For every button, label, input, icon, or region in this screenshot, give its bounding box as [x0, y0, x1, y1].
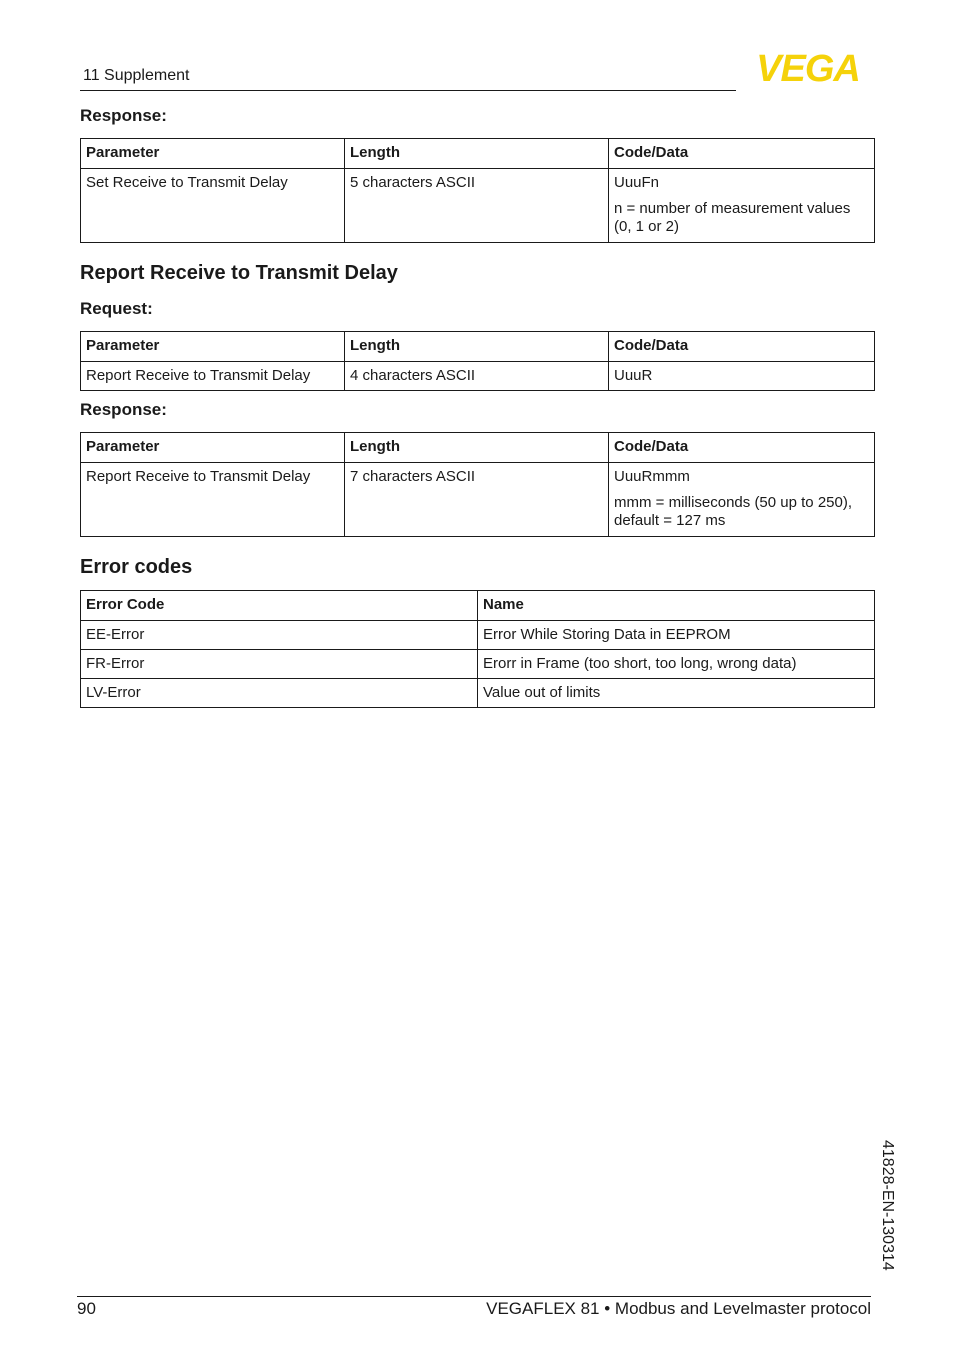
parameter-cell: Report Receive to Transmit Delay	[81, 463, 345, 537]
column-header: Length	[345, 139, 609, 169]
code-note: n = number of measurement values (0, 1 or 2)	[614, 200, 851, 235]
error-code-cell: FR-Error	[81, 650, 478, 679]
code-cell: UuuR	[609, 362, 875, 391]
error-codes-table	[80, 590, 875, 708]
report-heading: Report Receive to Transmit Delay	[80, 262, 398, 284]
page-number: 90	[77, 1299, 96, 1318]
error-code-cell: LV-Error	[81, 679, 478, 708]
column-header: Code/Data	[609, 139, 875, 169]
vega-logo-text: VEGA	[756, 50, 860, 84]
column-header: Name	[478, 591, 875, 621]
length-cell: 4 characters ASCII	[345, 362, 609, 391]
parameter-cell: Set Receive to Transmit Delay	[81, 169, 345, 243]
request-label: Request:	[80, 299, 153, 318]
length-cell: 7 characters ASCII	[345, 463, 609, 537]
column-header: Code/Data	[609, 433, 875, 463]
vega-logo	[742, 50, 874, 84]
error-name-cell: Error While Storing Data in EEPROM	[478, 621, 875, 650]
footer-divider	[77, 1296, 871, 1297]
table-row	[81, 650, 875, 679]
table-row	[81, 463, 875, 537]
request-table	[80, 331, 875, 391]
column-header: Parameter	[81, 332, 345, 362]
response-table	[80, 138, 875, 243]
header-divider	[80, 90, 736, 91]
report-response-table	[80, 432, 875, 537]
table-row	[81, 621, 875, 650]
code-cell	[609, 463, 875, 537]
column-header: Length	[345, 433, 609, 463]
footer-title: VEGAFLEX 81 • Modbus and Levelmaster protocol	[486, 1299, 871, 1318]
code-value: UuuFn	[614, 174, 660, 191]
table-row	[81, 679, 875, 708]
column-header: Parameter	[81, 139, 345, 169]
table-header-row	[81, 332, 875, 362]
column-header: Code/Data	[609, 332, 875, 362]
column-header: Parameter	[81, 433, 345, 463]
table-row	[81, 362, 875, 391]
table-header-row	[81, 139, 875, 169]
column-header: Length	[345, 332, 609, 362]
error-name-cell: Value out of limits	[478, 679, 875, 708]
column-header: Error Code	[81, 591, 478, 621]
error-name-cell: Erorr in Frame (too short, too long, wrong data)	[478, 650, 875, 679]
code-note: mmm = milliseconds (50 up to 250), default = 127 ms	[614, 494, 853, 529]
response-label: Response:	[80, 400, 167, 419]
code-value: UuuRmmm	[614, 468, 690, 485]
error-codes-heading: Error codes	[80, 556, 193, 578]
document-id: 41828-EN-130314	[879, 1140, 896, 1271]
parameter-cell: Report Receive to Transmit Delay	[81, 362, 345, 391]
error-code-cell: EE-Error	[81, 621, 478, 650]
table-header-row	[81, 433, 875, 463]
code-cell	[609, 169, 875, 243]
table-row	[81, 169, 875, 243]
table-header-row	[81, 591, 875, 621]
length-cell: 5 characters ASCII	[345, 169, 609, 243]
section-title: 11 Supplement	[83, 67, 190, 84]
response-label: Response:	[80, 106, 167, 125]
